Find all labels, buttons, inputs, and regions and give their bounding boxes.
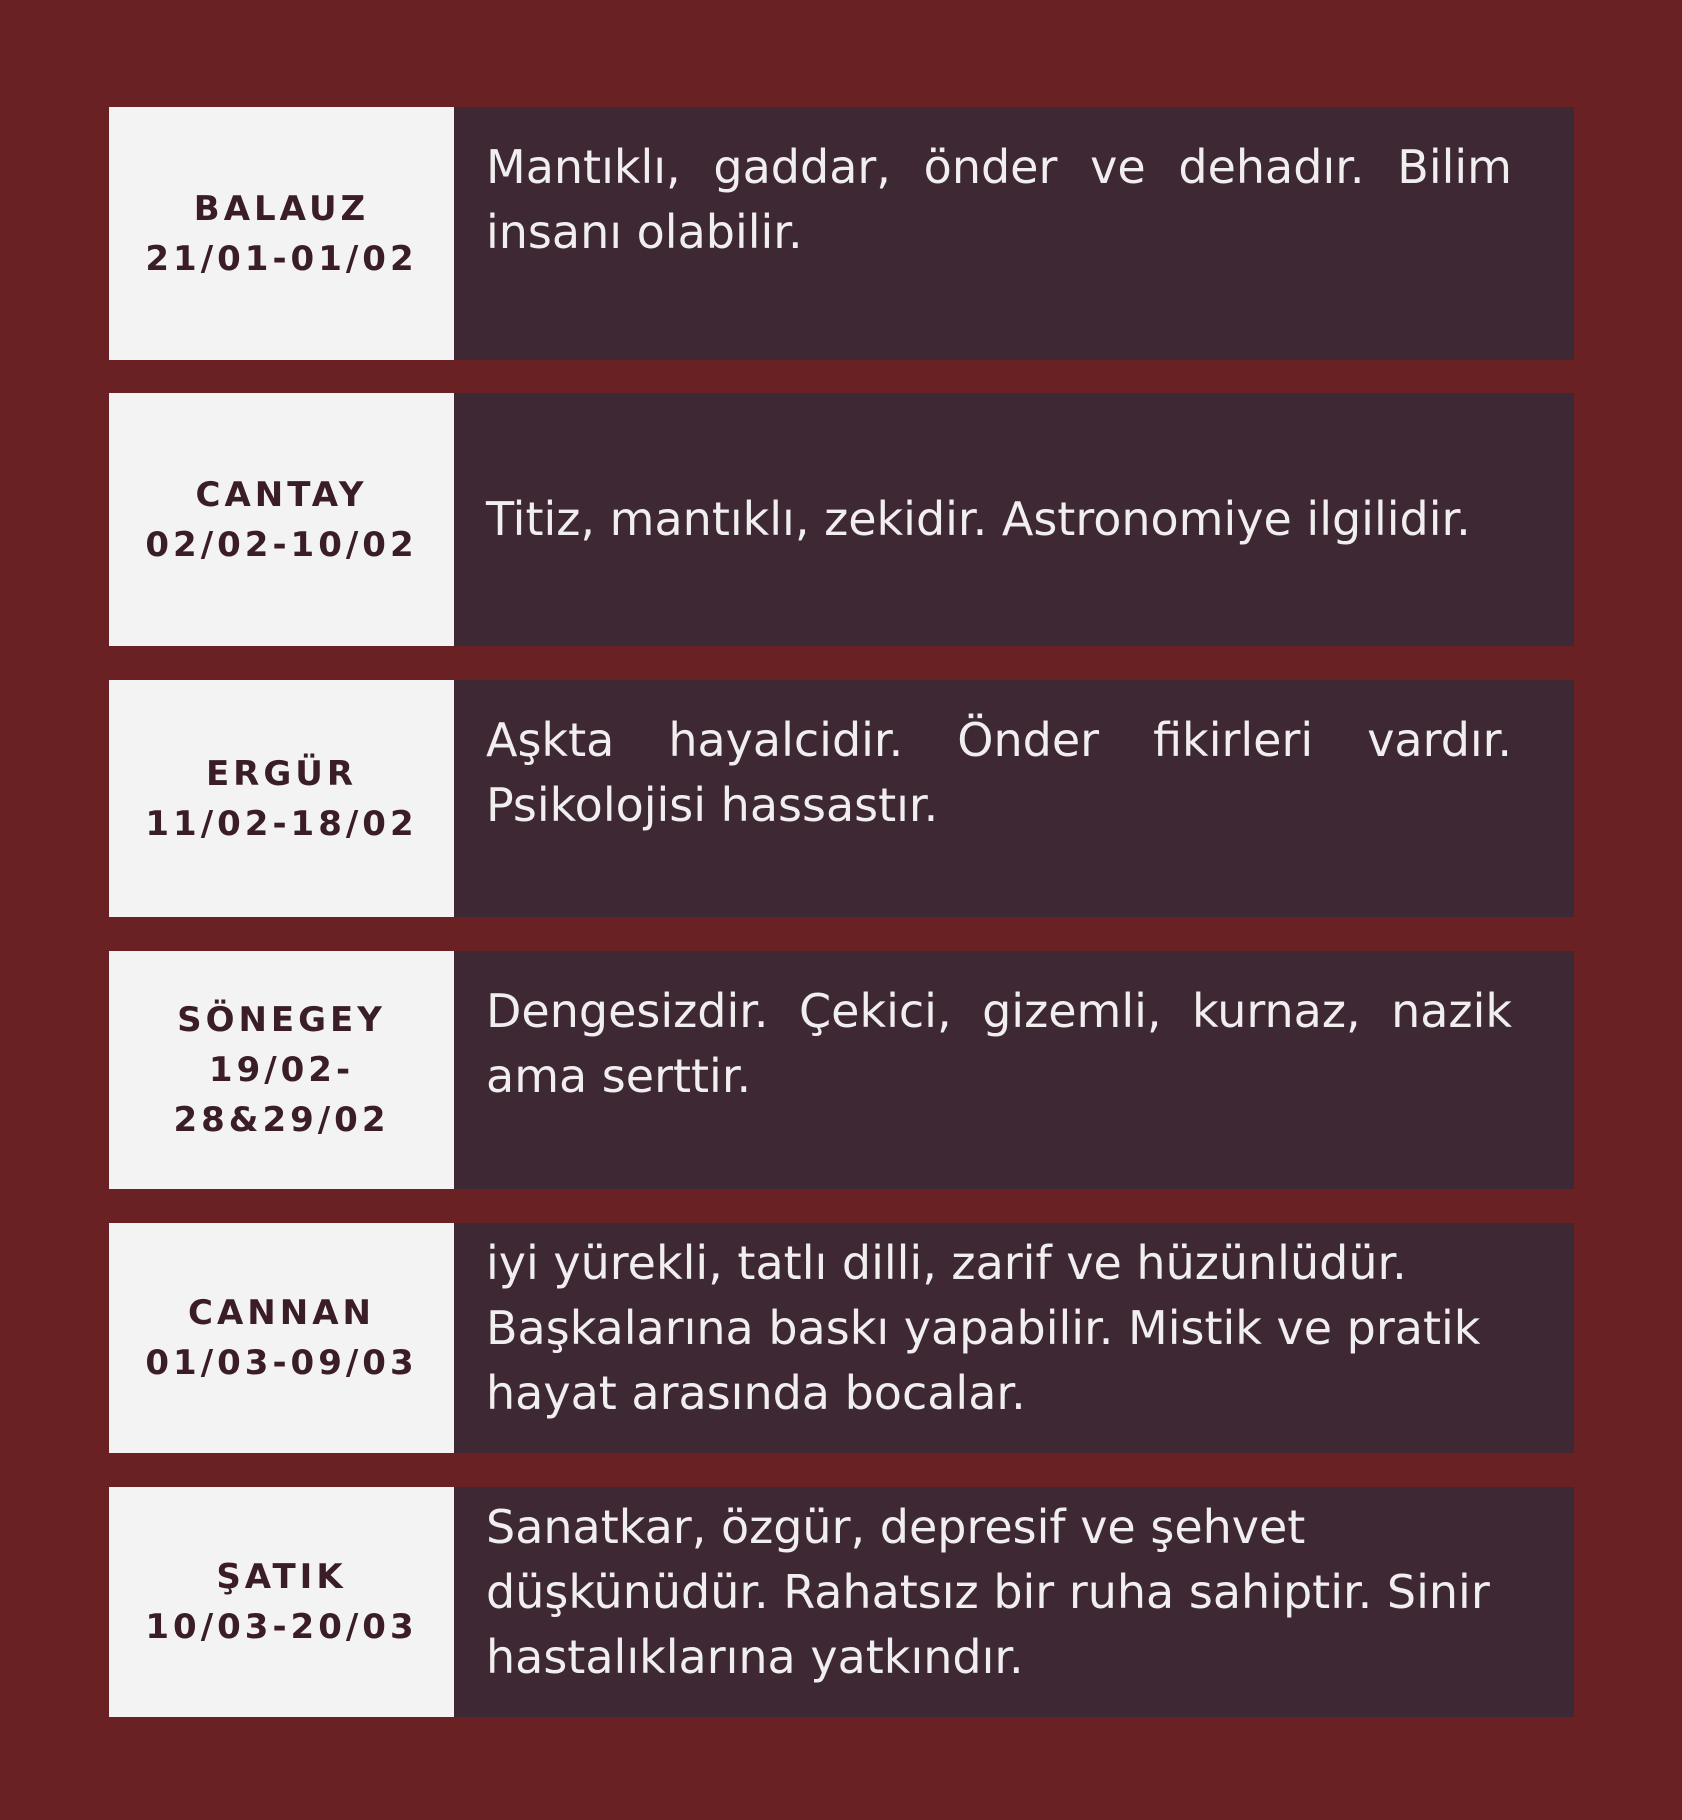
sign-row-cannan <box>109 1223 1574 1453</box>
sign-description-box <box>454 951 1574 1189</box>
sign-row-balauz <box>109 107 1574 360</box>
sign-dates: 02/02-10/02 <box>145 524 418 565</box>
sign-label-box <box>109 951 454 1189</box>
sign-row-cantay <box>109 393 1574 646</box>
sign-description: Titiz, mantıklı, zekidir. Astronomiye ilgilidir. <box>486 492 1471 546</box>
sign-description: Aşkta hayalcidir. Önder fikirleri vardır. Psikolojisi hassastır. <box>486 713 1512 832</box>
sign-description-box <box>454 107 1574 360</box>
sign-description: Mantıklı, gaddar, önder ve dehadır. Bilim insanı olabilir. <box>486 140 1512 259</box>
sign-row-ergur <box>109 680 1574 917</box>
sign-description-box <box>454 1223 1574 1453</box>
sign-row-sonegey <box>109 951 1574 1189</box>
sign-name: CANTAY <box>195 474 368 515</box>
sign-description-box <box>454 393 1574 646</box>
sign-dates-continued: 28&29/02 <box>173 1100 390 1140</box>
sign-description: Sanatkar, özgür, depresif ve şehvet düşkünüdür. Rahatsız bir ruha sahiptir. Sinir hastalıklarına yatkındır. <box>486 1500 1490 1684</box>
sign-row-satik <box>109 1487 1574 1717</box>
sign-dates: 11/02-18/02 <box>145 803 418 844</box>
sign-name: CANNAN <box>188 1293 375 1333</box>
sign-name: BALAUZ <box>193 188 370 229</box>
sign-dates: 01/03-09/03 <box>145 1343 418 1383</box>
sign-label-box <box>109 680 454 917</box>
sign-label-box <box>109 1223 454 1453</box>
sign-dates: 19/02- <box>208 1050 355 1090</box>
sign-label-box <box>109 1487 454 1717</box>
sign-dates: 10/03-20/03 <box>145 1607 418 1647</box>
sign-description: Dengesizdir. Çekici, gizemli, kurnaz, nazik ama serttir. <box>486 984 1512 1103</box>
sign-description: iyi yürekli, tatlı dilli, zarif ve hüzünlüdür. Başkalarına baskı yapabilir. Mistik ve pratik hayat arasında bocalar. <box>486 1236 1481 1420</box>
sign-label-box <box>109 393 454 646</box>
sign-name: ŞATIK <box>216 1557 347 1597</box>
sign-description-box <box>454 680 1574 917</box>
sign-name: SÖNEGEY <box>177 1000 386 1040</box>
sign-label-box <box>109 107 454 360</box>
sign-dates: 21/01-01/02 <box>145 238 418 279</box>
sign-description-box <box>454 1487 1574 1717</box>
sign-name: ERGÜR <box>205 753 358 794</box>
